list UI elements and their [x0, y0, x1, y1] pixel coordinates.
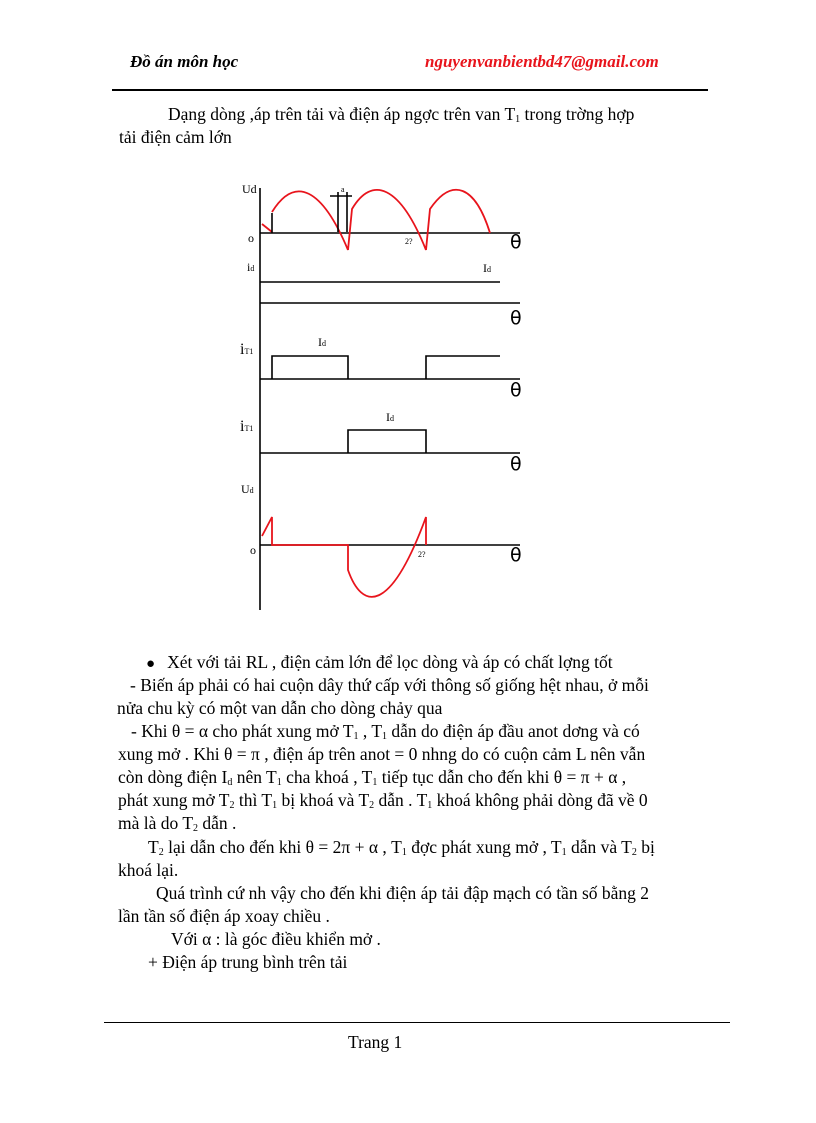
it2-level-label: Id — [386, 410, 394, 424]
caption-line-2: tải điện cảm lớn — [119, 127, 232, 147]
theta-label-1: θ — [510, 231, 522, 253]
body-line-13: Với α : là góc điều khiển mở . — [171, 929, 381, 949]
body-line-9: $T_2$ lại dẫn cho đến khi θ = 2π + α , $T_1$ đợc phát xung mở , $T_1$ dẫn và $T_2$ bị — [148, 837, 655, 858]
it1-label: iT1 — [240, 341, 254, 358]
two-pi-label-2: 2? — [418, 550, 426, 559]
body-line-14: + Điện áp trung bình trên tải — [148, 952, 348, 972]
ud-segment-2 — [348, 190, 426, 250]
it2-pulse — [348, 430, 426, 453]
two-pi-label-1: 2? — [405, 237, 413, 246]
header-title: Đồ án môn học — [130, 52, 239, 71]
bullet-item: ● Xét với tải RL , điện cảm lớn để lọc dòng và áp có chất lợng tốt — [146, 652, 613, 672]
caption-line-1: Dạng dòng ,áp trên tải và điện áp ngợc trên van $T_1$ trong trờng hợp — [168, 104, 635, 125]
footer-rule — [104, 1022, 730, 1023]
id-level-label: Id — [483, 261, 491, 275]
body-line-12: lần tần số điện áp xoay chiều . — [118, 906, 330, 926]
reverse-voltage-waveform — [262, 517, 426, 597]
body-line-10: khoá lại. — [118, 860, 179, 880]
alpha-label: a — [341, 185, 345, 194]
body-line-8: mà là do $T_2$ dẫn . — [118, 813, 237, 834]
theta-label-4: θ — [510, 453, 522, 475]
body-line-2: - Biến áp phải có hai cuộn dây thứ cấp với thông số giống hệt nhau, ở mỗi — [130, 675, 649, 695]
body-line-6: còn dòng điện $I_d$ nên $T_1$ cha khoá , $T_1$ tiếp tục dẫn cho đến khi θ = π + α , — [118, 767, 627, 788]
it2-label: iT1 — [240, 418, 254, 435]
body-line-4: - Khi θ = α cho phát xung mở $T_1$ , $T_1$ dẫn do điện áp đầu anot dơng và có — [131, 721, 640, 742]
it1-pulse-1 — [272, 356, 348, 379]
body-line-7: phát xung mở $T_2$ thì $T_1$ bị khoá và $T_2$ dẫn . $T_1$ khoá không phải dòng đã về 0 — [118, 790, 648, 811]
it1-pulse-2 — [426, 356, 500, 379]
ud-segment-3 — [426, 190, 490, 250]
ud-label-2: Ud — [241, 482, 254, 496]
bullet-dot: ● — [146, 656, 156, 672]
theta-label-3: θ — [510, 379, 522, 401]
origin-label-1: o — [248, 231, 254, 245]
body-line-11: Quá trình cứ nh vậy cho đến khi điện áp tải đập mạch có tần số bằng 2 — [156, 883, 650, 903]
ud-segment-1 — [262, 191, 348, 250]
origin-label-2: o — [250, 543, 256, 557]
theta-label-2: θ — [510, 307, 522, 329]
ud-label-1: Ud — [242, 182, 257, 196]
body-line-3: nửa chu kỳ có một van dẫn cho dòng chảy qua — [117, 698, 443, 718]
it1-level-label: Id — [318, 335, 326, 349]
id-label: id — [247, 260, 255, 274]
header-email[interactable]: nguyenvanbientbd47@gmail.com — [425, 52, 659, 71]
body-line-5: xung mở . Khi θ = π , điện áp trên anot = 0 nhng do có cuộn cảm L nên vẫn — [118, 744, 646, 764]
page-number: Trang 1 — [348, 1032, 403, 1052]
theta-label-5: θ — [510, 544, 522, 566]
